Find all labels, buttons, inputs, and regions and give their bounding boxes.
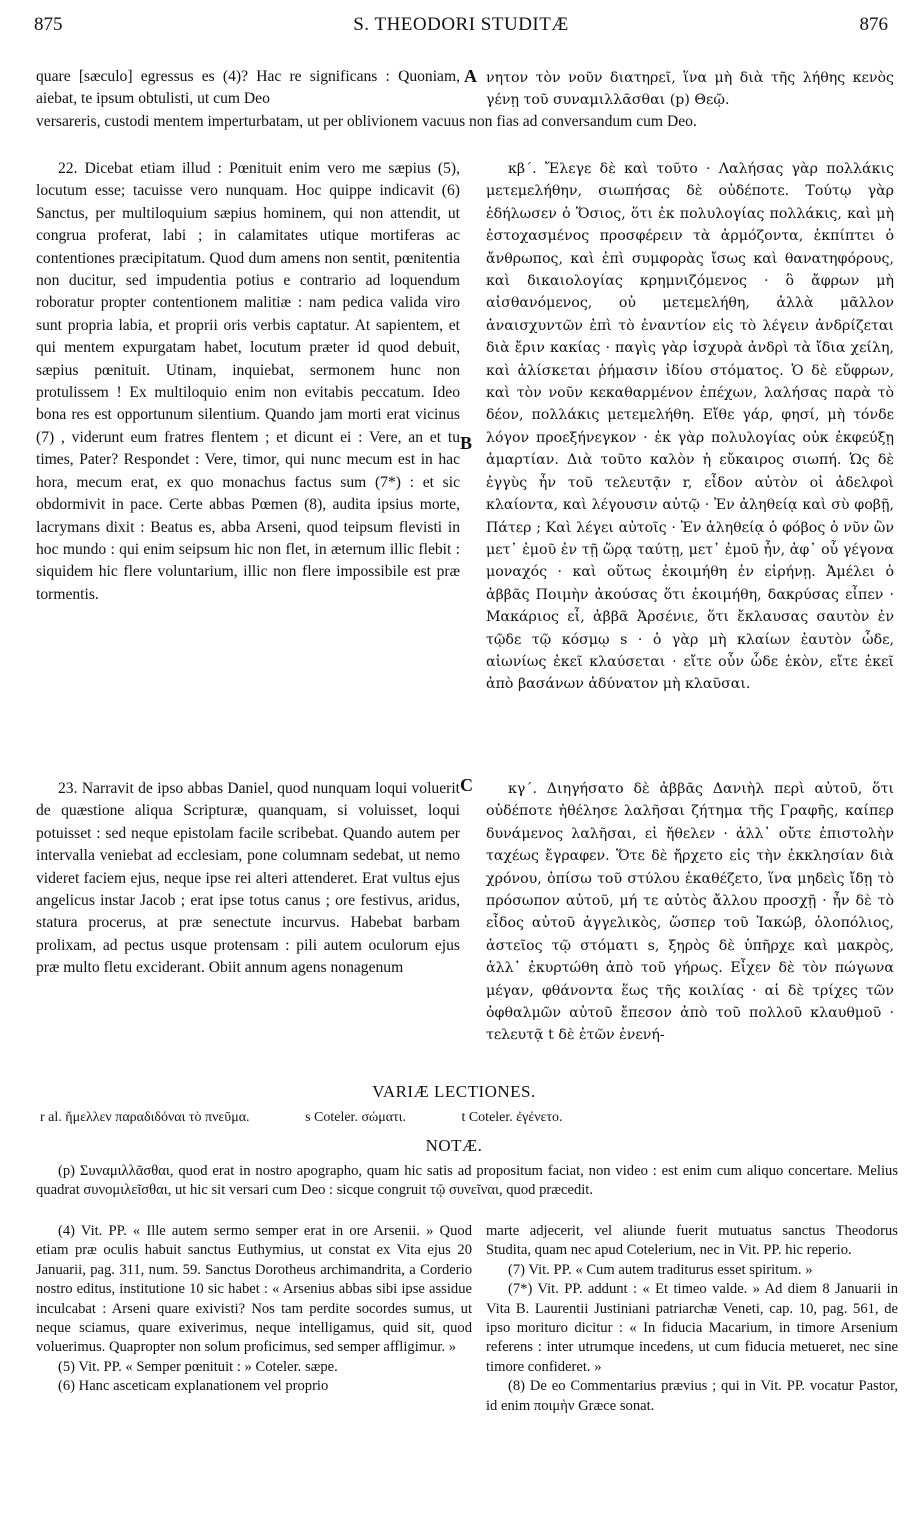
latin-section-23-text: 23. Narravit de ipso abbas Daniel, quod nunquam loqui voluerit de quæstione aliqua Scripturæ, quanquam, si voluisset, loqui potuisset : sed neque epistolam facile scribebat. Quando autem per intervalla veniebat ad ecclesiam, pone columnam sedebat, ut nemo videret faciem ejus, neque ipse rei alteri attenderet. Erat vultus ejus angelicus instar Jacob ; erat ipse totus canus ; ore festivus, aridus, statura procerus, at præ senectute incurvus. Habebat barbam prolixam, ad pectus usque protensam : pili autem oculorum ejus præ multo fletu exciderant. Obiit annum agens nonagenum bbox=[36, 780, 460, 977]
greek-section-23 bbox=[486, 778, 894, 1047]
column-marker-c: C bbox=[460, 775, 473, 795]
column-marker-a: A bbox=[464, 66, 477, 86]
greek-section-22-text: κβ΄. Ἔλεγε δὲ καὶ τοῦτο · Λαλήσας γὰρ πολλάκις μετεμελήθην, σιωπήσας δὲ οὐδέποτε. Τούτῳ γὰρ ἐδήλωσεν ὁ Ὅσιος, ὅτι ἐκ πολυλογίας πολλάκις, καὶ μὴ ἐστοχασμένος προσφέρειν τὰ ἁρμόζοντα, ἐκπίπτει ὁ ἄνθρωπος, καὶ ἐπὶ συμφορὰς ἴσως καὶ θανατηφόρους, καὶ δικαιολογίας κρημνιζόμενος · ὃ ἄφρων μὴ αἰσθανόμενος, οὐ μετεμελήθη, ἀλλὰ μᾶλλον ἀναισχυντῶν ἐπὶ τὸ ἐναντίον εἰς τὸ λέγειν ἀνδρίζεται διὰ ἔριν κακίας · παγὶς γὰρ ἰσχυρὰ ἀνδρὶ τὰ ἴδια χείλη, καὶ ἁλίσκεται ῥήμασιν ἰδίου στόματος. Ὁ δὲ εὔφρων, καὶ τὸν νοῦν κεκαθαρμένον ἐπέχων, λαλήσας παρὰ τὸ δέον, πολλάκις μετεμελήθη. Εἴθε γάρ, φησί, μὴ τόνδε λόγον προεξήνεγκον · ἐκ γὰρ πολυλογίας οὐκ ἐκφεύξῃ ἁμαρτίαν. Διὰ τοῦτο καλὸν ἡ εὔκαιρος σιωπή. Ὡς δὲ ἐγγὺς ἦν τοῦ τελευτᾷν r, εἶδον αὐτὸν οἱ ἀδελφοὶ κλαίοντα, καὶ λέγουσιν αὐτῷ · Ἐν ἀληθείᾳ καὶ σὺ φοβῇ, Πάτερ ; Καὶ λέγει αὐτοῖς · Ἐν ἀληθείᾳ ὁ φόβος ὁ νῦν ὢν μετ᾽ ἐμοῦ ἐν τῇ ὥρᾳ ταύτῃ, μετ᾽ ἐμοῦ ἦν, ἀφ᾽ οὗ γέγονα μοναχός · καὶ οὕτως ἐκοιμήθη ἐν εἰρήνῃ. Ἀμέλει ὁ ἀββᾶς Ποιμὴν ἀκούσας ὅτι ἐκοιμήθη, δακρύσας εἶπεν · Μακάριος εἶ, ἀββᾶ Ἀρσένιε, ὅτι ἔκλαυσας σαυτὸν ἐν τῷδε τῷ κόσμῳ s · ὁ γὰρ μὴ κλαίων ἑαυτὸν ὧδε, αἰωνίως ἐκεῖ κλαύσεται · εἴτε οὖν ὧδε ἑκὸν, εἴτε ἐκεῖ ἀπὸ βασάνων ἀδύνατον μὴ κλαῦσαι. bbox=[486, 161, 894, 693]
greek-continuation bbox=[486, 67, 894, 112]
notae-heading: NOTÆ. bbox=[425, 1136, 483, 1155]
note-6: (6) Hanc asceticam explanationem vel proprio bbox=[58, 1378, 329, 1395]
latin-continuation-text: quare [sæculo] egressus es (4)? Hac re significans : Quoniam, aiebat, te ipsum obtulisti, ut cum Deo bbox=[36, 68, 460, 108]
greek-continuation-text: νητον τὸν νοῦν διατηρεῖ, ἵνα μὴ διὰ τῆς λήθης κενὸς γένῃ τοῦ συναμιλλᾶσθαι (p) Θεῷ. bbox=[486, 70, 894, 109]
greek-section-22 bbox=[486, 158, 894, 696]
latin-section-23 bbox=[36, 778, 460, 980]
page-number-left: 875 bbox=[34, 14, 63, 35]
page-number-right: 876 bbox=[859, 14, 888, 35]
full-width-continuation bbox=[36, 111, 894, 133]
variant-reading: r al. ἤμελλεν παραδιδόναι τὸ πνεῦμα. bbox=[40, 1110, 250, 1125]
running-header bbox=[34, 10, 888, 38]
variant-reading: t Coteler. ἐγένετο. bbox=[461, 1110, 563, 1125]
variant-reading: s Coteler. σώματι. bbox=[305, 1110, 406, 1125]
notes-left-column bbox=[36, 1222, 472, 1397]
latin-section-22 bbox=[36, 158, 460, 606]
full-width-continuation-text: versareris, custodi mentem imperturbatam, ut per oblivionem vacuus non fias ad conversandum cum Deo. bbox=[36, 113, 697, 130]
note-5: (5) Vit. PP. « Semper pœnituit : » Coteler. sæpe. bbox=[58, 1358, 338, 1375]
note-4: (4) Vit. PP. « Ille autem sermo semper erat in ore Arsenii. » Quod etiam præ oculis habuit sanctus Euthymius, ut constat ex Vita ejus 20 Januarii, pag. 311, num. 59. Sanctus Dorotheus archimandrita, a Corderio nostro editus, institutione 10 sic habet : « Arsenius abbas sibi ipse assidue inculcabat : Arseni quare exivisti? Nos tam perdite socordes sumus, ut neque sciamus, quare exiverimus, neque intelligamus, quid sit, quod voluerimus. Quapropter non solum proficimus, sed semper affligimur. » bbox=[36, 1223, 472, 1356]
running-title: S. THEODORI STUDITÆ bbox=[353, 14, 569, 35]
note-7: (7) Vit. PP. « Cum autem traditurus esset spiritum. » bbox=[508, 1261, 813, 1278]
column-marker-b: B bbox=[460, 433, 473, 453]
note-7-star: (7*) Vit. PP. addunt : « Et timeo valde. » Ad diem 8 Januarii in Vita B. Laurentii Justiniani patriarchæ Veneti, cap. 10, pag. 561, de ipso morituro dicitur : « In fiducia Macarium, in timore Arsenium referens : inter utrumque incedens, ut cum fiducia metueret, nec sine timore confideret. » bbox=[486, 1281, 898, 1375]
note-p bbox=[36, 1162, 898, 1201]
variae-lectiones-heading: VARIÆ LECTIONES. bbox=[372, 1082, 536, 1101]
notes-right-column bbox=[486, 1222, 898, 1416]
note-6-continued: marte adjecerit, vel aliunde fuerit mutuatus sanctus Theodorus Studita, quam nec apud Cotelerium, nec in Vit. PP. hic reperio. bbox=[486, 1223, 898, 1259]
latin-section-22-text: 22. Dicebat etiam illud : Pœnituit enim vero me sæpius (5), locutum esse; tacuisse vero nunquam. Hoc quippe indicavit (6) Sanctus, per multiloquium sæpius hominem, qui non attendit, ut congrua proferat, labi ; in calamitates utique mortiferas ac contentiones præcipitatum. Quod dum amens non sentit, pœnitentia non ducitur, sed impudentia potius e contrario ad loquendum roboratur propter contentionem malitiæ : nam pedica valida viro sunt propria labia, et proprii oris verbis captatur. At sapientem, et qui mentem expurgatam habet, locutum præter id quod debuit, sæpius pœnituit. Utinam, inquiebat, sermonem hunc non protulissem ! Ex multiloquio enim non evitabis peccatum. Ideo bona res est opportunum silentium. Quando jam morti erat vicinus (7) , viderunt eum fratres flentem ; et dicunt ei : Vere, an et tu times, Pater? Respondet : Vere, timor, qui nunc mecum est in hac hora, mecum erat, ex quo monachus factus sum (7*) : et sic obdormivit in pace. Certe abbas Pœmen (8), audita ipsius morte, lacrymans dixit : Beatus es, abba Arseni, quod teipsum flevisti in hoc mundo : qui enim seipsum hic non flet, in æternum illic flebit : siquidem hic flere voluntarium, illic non flere impossibile est præ tormentis. bbox=[36, 160, 460, 603]
latin-continuation bbox=[36, 66, 460, 111]
greek-section-23-text: κγ΄. Διηγήσατο δὲ ἀββᾶς Δανιὴλ περὶ αὐτοῦ, ὅτι οὐδέποτε ἠθέλησε λαλῆσαι ζήτημα τῆς Γραφῆς, καίπερ δυνάμενος λαλῆσαι, εἰ ἤθελεν · ἀλλ᾽ οὔτε ἐπιστολὴν ταχέως ἔγραφεν. Ὅτε δὲ ἤρχετο εἰς τὴν ἐκκλησίαν διὰ χρόνου, ὀπίσω τοῦ στύλου ἐκαθέζετο, ἵνα μηδεὶς ἴδῃ τὸ πρόσωπον αὐτοῦ, μή τε αὐτὸς ἄλλου προσχῇ · ἦν δὲ τὸ εἶδος αὐτοῦ ἀγγελικὸς, ὥσπερ τοῦ Ἰακώβ, ὁλοπόλιος, ἀστεῖος τῷ στόματι s, ξηρὸς δὲ ὑπῆρχε καὶ μακρὸς, ἀλλ᾽ ἐκυρτώθη ἀπὸ τοῦ γήρως. Εἶχεν δὲ τὸν πώγωνα μέγαν, φθάνοντα ἕως τῆς κοιλίας · αἱ δὲ τρίχες τῶν ὀφθαλμῶν αὐτοῦ ἔπεσον ἀπὸ τοῦ πολλοῦ κλαυθμοῦ · τελευτᾷ t δὲ ἐτῶν ἐνενή- bbox=[486, 781, 894, 1044]
note-p-text: (p) Συναμιλλᾶσθαι, quod erat in nostro apographo, quam hic satis ad propositum faciat, non video : est enim cum aliquo concertare. Melius quadrat συνομιλεῖσθαι, ut hic sit versari cum Deo : sicque congruit τῷ συνεῖναι, quod præcedit. bbox=[36, 1163, 898, 1199]
note-8: (8) De eo Commentarius prævius ; qui in Vit. PP. vocatur Pastor, id enim ποιμὴν Græce sonat. bbox=[486, 1378, 898, 1414]
variae-lectiones-list bbox=[40, 1110, 900, 1126]
